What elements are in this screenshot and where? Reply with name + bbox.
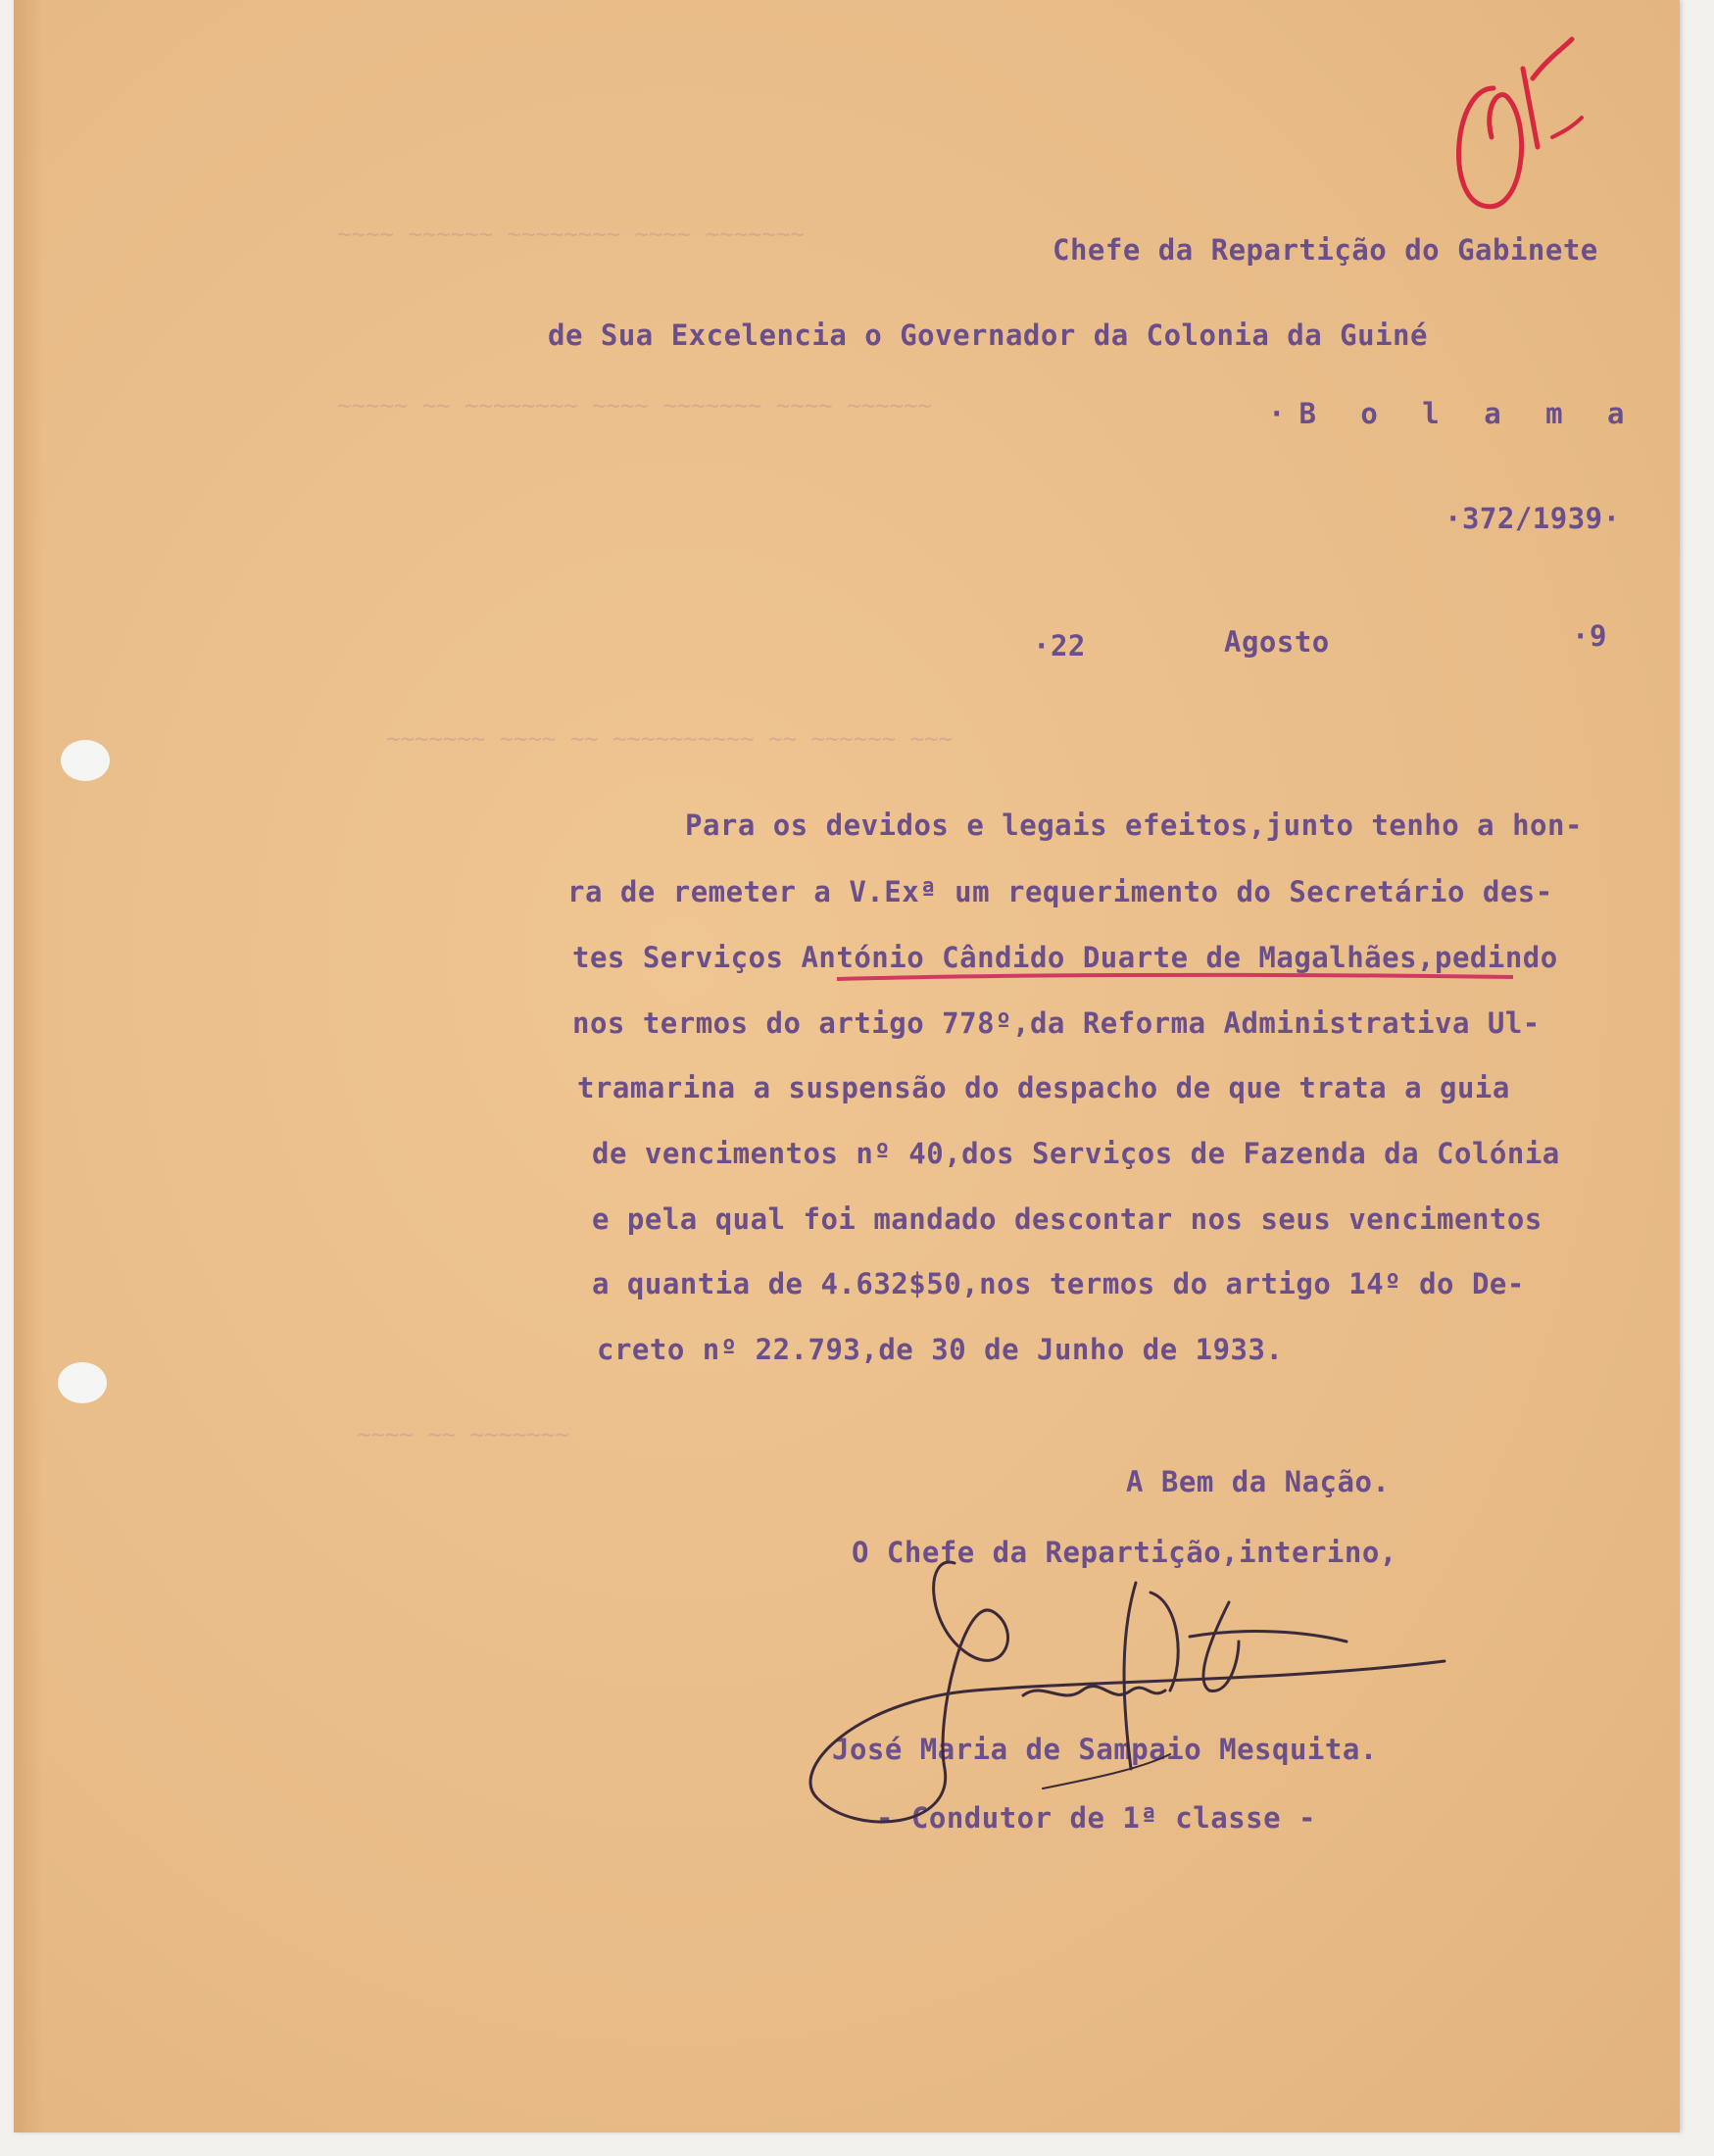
- bleed-through-text: ~~~~ ~~ ~~~~~~~: [357, 1421, 569, 1448]
- signatory-name: José Maria de Sampaio Mesquita.: [832, 1733, 1378, 1766]
- red-initials-mark: [1415, 20, 1611, 216]
- punch-hole: [61, 740, 110, 781]
- closing-salutation: A Bem da Nação.: [1126, 1465, 1391, 1498]
- header-line-1: Chefe da Repartição do Gabinete: [1053, 233, 1598, 267]
- date-day: ·22: [1033, 629, 1086, 662]
- punch-hole: [58, 1362, 107, 1403]
- body-line: de vencimentos nº 40,dos Serviços de Fazenda da Colónia: [592, 1137, 1560, 1170]
- handwritten-signature: [798, 1544, 1503, 1857]
- body-line: e pela qual foi mandado descontar nos seus vencimentos: [592, 1202, 1543, 1236]
- body-line: tes Serviços António Cândido Duarte de Magalhães,pedindo: [572, 941, 1558, 974]
- bleed-through-text: ~~~~~~~ ~~~~ ~~ ~~~~~~~~~~ ~~ ~~~~~~ ~~~: [386, 725, 953, 753]
- paper-edge-shadow: [14, 0, 43, 2132]
- header-line-2: de Sua Excelencia o Governador da Colonia da Guiné: [548, 318, 1428, 352]
- bleed-through-text: ~~~~~ ~~ ~~~~~~~~ ~~~~ ~~~~~~~ ~~~~ ~~~~~~: [337, 392, 932, 419]
- signatory-role: O Chefe da Repartição,interino,: [852, 1536, 1397, 1569]
- place-name: ·B o l a m a: [1268, 397, 1639, 430]
- date-month: Agosto: [1224, 625, 1330, 659]
- name-underline: [837, 965, 1513, 995]
- date-year: ·9: [1572, 619, 1607, 653]
- body-line: ra de remeter a V.Exª um requerimento do Secretário des-: [567, 875, 1553, 908]
- body-line: a quantia de 4.632$50,nos termos do artigo 14º do De-: [592, 1267, 1525, 1300]
- body-line: tramarina a suspensão do despacho de que trata a guia: [577, 1071, 1510, 1104]
- body-line: Para os devidos e legais efeitos,junto tenho a hon-: [685, 808, 1583, 842]
- bleed-through-text: ~~~~ ~~~~~~ ~~~~~~~~ ~~~~ ~~~~~~~: [337, 220, 805, 248]
- reference-number: ·372/1939·: [1445, 502, 1621, 535]
- body-line: creto nº 22.793,de 30 de Junho de 1933.: [597, 1333, 1284, 1366]
- document-page: [14, 0, 1680, 2132]
- signatory-rank: - Condutor de 1ª classe -: [876, 1801, 1316, 1835]
- body-line: nos termos do artigo 778º,da Reforma Administrativa Ul-: [572, 1006, 1541, 1040]
